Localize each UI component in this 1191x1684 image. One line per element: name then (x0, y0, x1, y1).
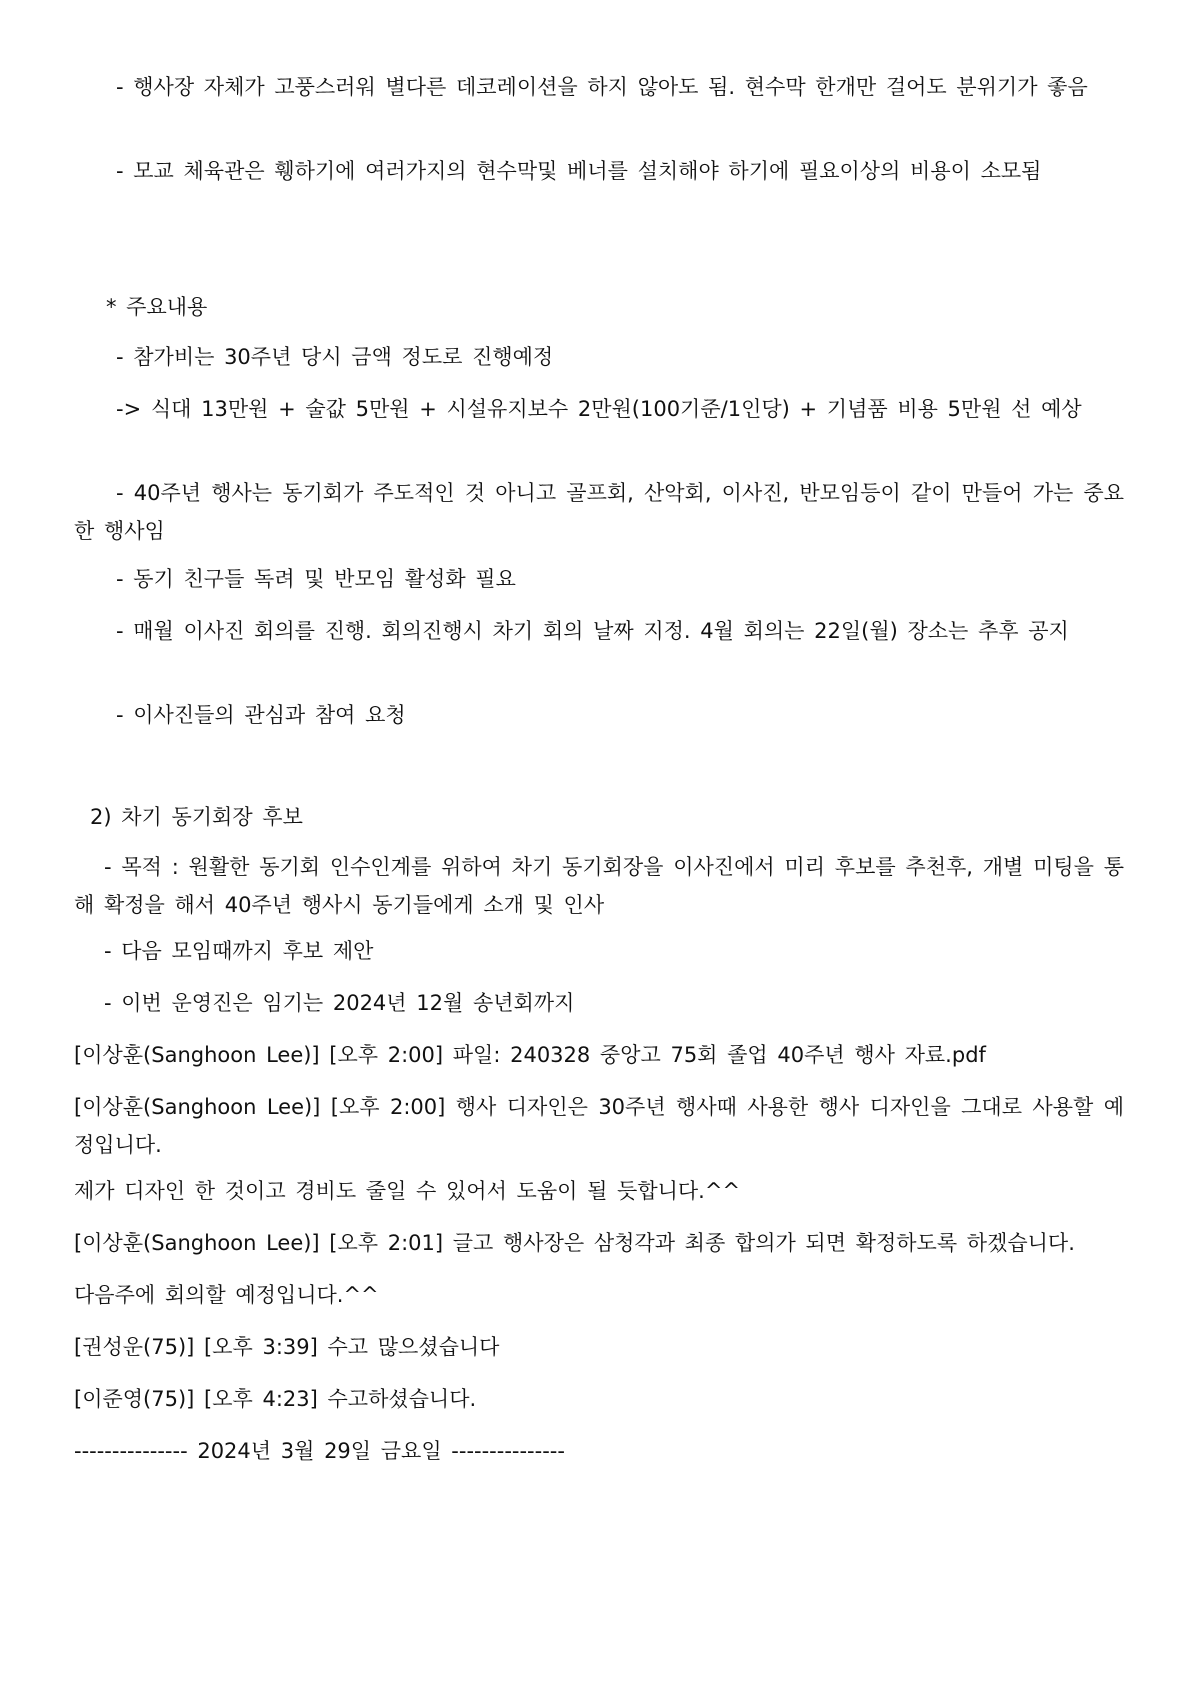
chat-message-venue: [이상훈(Sanghoon Lee)] [오후 2:01] 글고 행사장은 삼청각과 최종 합의가 되면 확정하도록 하겠습니다. (74, 1231, 1075, 1255)
date-separator: --------------- 2024년 3월 29일 금요일 --------------- (74, 1439, 565, 1463)
venue-decoration-note: - 행사장 자체가 고풍스러워 별다른 데코레이션을 하지 않아도 됨. 현수막 한개만 걸어도 분위기가 좋음 (116, 75, 1088, 99)
participation-request: - 이사진들의 관심과 참여 요청 (116, 703, 406, 727)
class-meeting-note: - 동기 친구들 독려 및 반모임 활성화 필요 (116, 567, 516, 591)
monthly-meeting-note: - 매월 이사진 회의를 진행. 회의진행시 차기 회의 날짜 지정. 4월 회의는 22일(월) 장소는 추후 공지 (116, 619, 1069, 643)
purpose-note: - 목적 : 원활한 동기회 인수인계를 위하여 차기 동기회장을 이사진에서 미리 후보를 추천후, 개별 미팅을 통해 확정을 해서 40주년 행사시 동기들에게 소개 및 인사 (74, 855, 1124, 917)
chat-message-design-followup: 제가 디자인 한 것이고 경비도 줄일 수 있어서 도움이 될 듯합니다.^^ (74, 1179, 741, 1203)
chat-message-design: [이상훈(Sanghoon Lee)] [오후 2:00] 행사 디자인은 30주년 행사때 사용한 행사 디자인을 그대로 사용할 예정입니다. (74, 1095, 1124, 1157)
chat-message-file: [이상훈(Sanghoon Lee)] [오후 2:00] 파일: 240328 중앙고 75회 졸업 40주년 행사 자료.pdf (74, 1043, 986, 1067)
gym-cost-note: - 모교 체육관은 휑하기에 여러가지의 현수막및 베너를 설치해야 하기에 필요이상의 비용이 소모됨 (116, 159, 1042, 183)
event-importance-note: - 40주년 행사는 동기회가 주도적인 것 아니고 골프회, 산악회, 이사진, 반모임등이 같이 만들어 가는 중요한 행사임 (74, 481, 1124, 543)
candidate-proposal-note: - 다음 모임때까지 후보 제안 (104, 939, 374, 963)
cost-breakdown: -> 식대 13만원 + 술값 5만원 + 시설유지보수 2만원(100기준/1인당) + 기념품 비용 5만원 선 예상 (116, 397, 1082, 421)
chat-message-venue-followup: 다음주에 회의할 예정입니다.^^ (74, 1283, 379, 1307)
fee-note: - 참가비는 30주년 당시 금액 정도로 진행예정 (116, 345, 554, 369)
main-content-heading: * 주요내용 (106, 295, 208, 319)
chat-message-thanks-1: [권성운(75)] [오후 3:39] 수고 많으셨습니다 (74, 1335, 500, 1359)
next-president-heading: 2) 차기 동기회장 후보 (90, 805, 303, 829)
term-note: - 이번 운영진은 임기는 2024년 12월 송년회까지 (104, 991, 575, 1015)
chat-message-thanks-2: [이준영(75)] [오후 4:23] 수고하셨습니다. (74, 1387, 477, 1411)
